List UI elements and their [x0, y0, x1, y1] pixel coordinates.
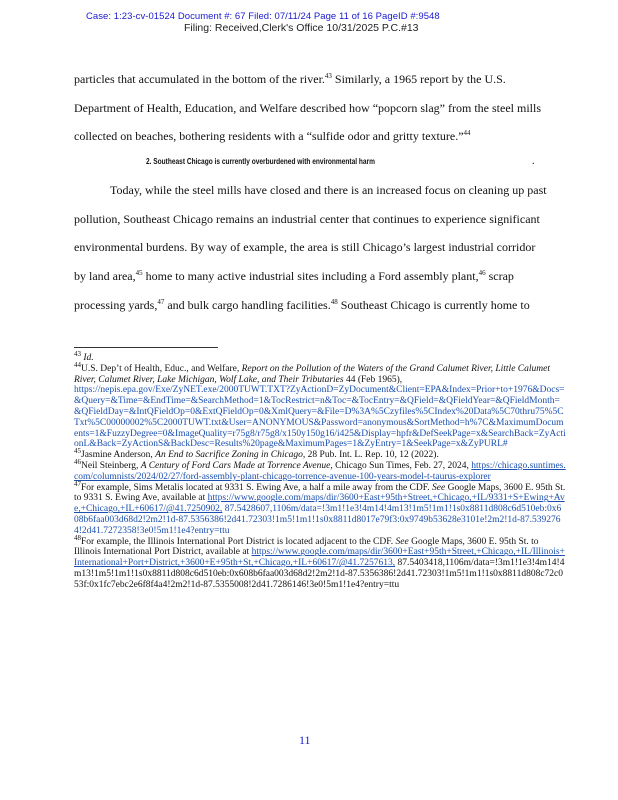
body-line: collected on beaches, bothering residents with a “sulfide odor and gritty texture.”$^{44}$ — [74, 129, 471, 144]
case-filing-header: Case: 1:23-cv-01524 Document #: 67 Filed: 07/11/24 Page 11 of 16 PageID #:9548 — [86, 11, 440, 22]
footnote-link-tail[interactable]: 87.5403418,1106m/data=!3m1!1e3!4m14!4m13!1m5!1m1!1s0x8811d808c6d510eb:0x608b6faa003d68d2!2m2!1d-87.5356386!2d41.72303!1m5!1m1!1s0x8811d808c72c053f:0x1fc7ebc2e6f8f4a4!2m2!1d-87.5355008!2d41.7286146!3e0!5m1!1e4?entry=ttu — [74, 558, 565, 590]
footnote-48: $^{48}$For example, the Illinois International Port District is located adjacent to the CDF. See Google Maps, 3600 E. 95th St. to Illinois International Port District, available at https://www.google.com/maps/dir/3600+East+95th+Street,+Chicago,+IL/Illinois+International+Port+District,+3600+E+95th+St,+Chicago,+IL+60617/@41.7257613, 87.5403418,1106m/data=!3m1!1e3!4m14!4m13!1m5!1m1!1s0x8811d808c6d510eb:0x608b6faa003d68d2!2m2!1d-87.5356386!2d41.72303!1m5!1m1!1s0x8811d808c72c053f:0x1fc7ebc2e6f8f4a4!2m2!1d-87.5355008!2d41.7286146!3e0!5m1!1e4?entry=ttu — [74, 533, 565, 590]
footnote-46: $^{46}$Neil Steinberg, A Century of Ford Cars Made at Torrence Avenue, Chicago Sun Times, Feb. 27, 2024, https://chicago.suntimes.com/columnists/2024/02/27/ford-assembly-plant-chicago-torrence-avenue-100-years-model-t-taurus-explorer — [74, 457, 566, 482]
body-line: processing yards,$^{47}$ and bulk cargo handling facilities.$^{48}$ Southeast Chicago is currently home to — [74, 297, 530, 312]
footnote-47: $^{47}$For example, Sims Metalis located at 9331 S. Ewing Ave, a half a mile away from the CDF. See Google Maps, 3600 E. 95th St. to 9331 S. Ewing Ave, available at https://www.google.com/maps/dir/3600+East+95th+Street,+Chicago,+IL/9331+S+Ewing+Ave,+Chicago,+IL+60617/@41.7250902, 87.5428607,1106m/data=!3m1!1e3!4m14!4m13!1m5!1m1!1s0x8811d808c6d510eb:0x608b6faa003d68d2!2m2!1d-87.5356386!2d41.72303!1m5!1m1!1s0x8811d8017e79f3:0x9749b53628e3101e!2m2!1d-87.5392764!2d41.7272358!3e0!5m1!1e4?entry=ttu — [74, 479, 566, 536]
subheading-period: . — [532, 156, 535, 167]
footnote-link[interactable]: https://www.google.com/maps/dir/3600+East+95th+Street,+Chicago,+IL/9331+S+Ewing+Ave,+Chicago,+IL+60617/@41.7250902, — [74, 493, 565, 515]
footnote-link[interactable]: https://www.google.com/maps/dir/3600+East+95th+Street,+Chicago,+IL/Illinois+International+Port+District,+3600+E+95th+St,+Chicago,+IL+60617/@41.7257613, — [74, 547, 565, 569]
footnote-ref[interactable]: 48 — [330, 297, 338, 306]
footnote-ref[interactable]: 46 — [478, 269, 486, 278]
footnote-ref[interactable]: 45 — [135, 269, 143, 278]
footnote-link[interactable]: https://chicago.suntimes.com/columnists/2024/02/27/ford-assembly-plant-chicago-torrence-avenue-100-years-model-t-taurus-explorer — [74, 460, 566, 482]
footnote-link[interactable]: https://nepis.epa.gov/Exe/ZyNET.exe/2000TUWT.TXT?ZyActionD=ZyDocument&Client=EPA&Index=Prior+to+1976&Docs=&Query=&Time=&EndTime=&SearchMethod=1&TocRestrict=n&Toc=&TocEntry=&QField=&QFieldYear=&QFieldMonth=&QFieldDay=&IntQFieldOp=0&ExtQFieldOp=0&XmlQuery=&File=D%3A%5Czyfiles%5CIndex%20Data%5C70thru75%5CTxt%5C00000002%5C2000TUWT.txt&User=ANONYMOUS&Password=anonymous&SortMethod=h%7C&MaximumDocuments=1&FuzzyDegree=0&ImageQuality=r75g8/r75g8/x150y150g16/i425&Display=hpfr&DefSeekPage=x&SearchBack=ZyActionL&Back=ZyActionS&BackDesc=Results%20page&MaximumPages=1&ZyEntry=1&SeekPage=x&ZyPURL# — [74, 385, 566, 450]
body-line: pollution, Southeast Chicago remains an industrial center that continues to experience significant — [74, 211, 540, 226]
footnote-ref[interactable]: 43 — [324, 72, 332, 80]
body-paragraph-main — [74, 176, 604, 320]
received-stamp: Filing: Received,Clerk's Office 10/31/2025 P.C.#13 — [184, 22, 419, 34]
body-line: Department of Health, Education, and Welfare described how “popcorn slag” from the steel mills — [74, 100, 541, 115]
footnote-44: $^{44}$U.S. Dep’t of Health, Educ., and Welfare, Report on the Pollution of the Waters of the Grand Calumet River, Little Calumet River, Calumet River, Lake Michigan, Wolf Lake, and Their Tributaries 44 (Feb 1965), https://nepis.epa.gov/Exe/ZyNET.exe/2000TUWT.TXT?ZyActionD=ZyDocument&Client=EPA&Index=Prior+to+1976&Docs=&Query=&Time=&EndTime=&SearchMethod=1&TocRestrict=n&Toc=&TocEntry=&QField=&QFieldYear=&QFieldMonth=&QFieldDay=&IntQFieldOp=0&ExtQFieldOp=0&XmlQuery=&File=D%3A%5Czyfiles%5CIndex%20Data%5C70thru75%5CTxt%5C00000002%5C2000TUWT.txt&User=ANONYMOUS&Password=anonymous&SortMethod=h%7C&MaximumDocuments=1&FuzzyDegree=0&ImageQuality=r75g8/r75g8/x150y150g16/i425&Display=hpfr&DefSeekPage=x&SearchBack=ZyActionL&Back=ZyActionS&BackDesc=Results%20page&MaximumPages=1&ZyEntry=1&SeekPage=x&ZyPURL# — [74, 360, 566, 450]
body-line: by land area,$^{45}$ home to many active industrial sites including a Ford assembly plant,$^{46}$ scrap — [74, 269, 514, 284]
footnotes-section — [74, 349, 566, 591]
body-paragraph-top — [74, 65, 604, 151]
footnote-link-tail[interactable]: 87.5428607,1106m/data=!3m1!1e3!4m14!4m13!1m5!1m1!1s0x8811d808c6d510eb:0x608b6faa003d68d2!2m2!1d-87.5356386!2d41.72303!1m5!1m1!1s0x8811d8017e79f3:0x9749b53628e3101e!2m2!1d-87.5392764!2d41.7272358!3e0!5m1!1e4?entry=ttu — [74, 504, 562, 536]
footnote-45: $^{45}$Jasmine Anderson, An End to Sacrifice Zoning in Chicago, 28 Pub. Int. L. Rep. 10, 12 (2022). — [74, 447, 439, 461]
footnote-ref[interactable]: 47 — [157, 297, 165, 306]
body-line: Today, while the steel mills have closed and there is an increased focus on cleaning up past — [110, 183, 547, 197]
section-subheading: 2. Southeast Chicago is currently overburdened with environmental harm — [146, 157, 375, 166]
footnote-43: $^{43}$ Id. — [74, 349, 94, 363]
body-line: environmental burdens. By way of example, the area is still Chicago’s largest industrial corridor — [74, 240, 536, 255]
footnote-divider — [74, 347, 218, 348]
body-line: particles that accumulated in the bottom of the river.$^{43}$ Similarly, a 1965 report by the U.S. — [74, 72, 506, 86]
page-number: 11 — [299, 733, 311, 747]
footnote-ref[interactable]: 44 — [463, 129, 471, 138]
